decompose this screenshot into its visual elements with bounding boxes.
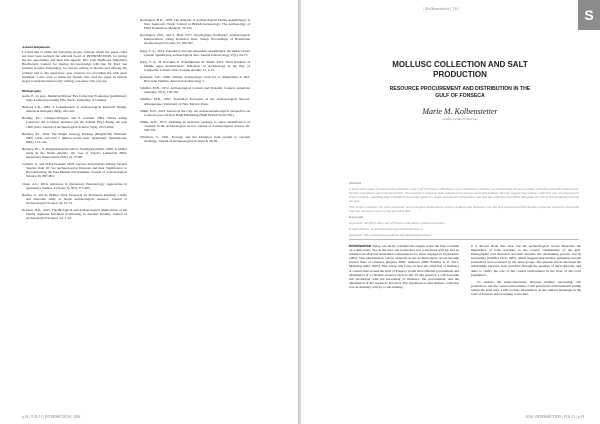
abstract-label: Abstract bbox=[349, 181, 362, 185]
right-page bbox=[301, 0, 600, 424]
title-line-1: MOLLUSC COLLECTION AND SALT bbox=[392, 60, 528, 69]
introduction-heading: Introduction bbox=[349, 244, 372, 248]
reference-entry: Kerrington, H.K., 1978. The Analysis of Archaeological Faunal Assemblages: A New Approach. Work: Critical in British Archaeology. The Archaeology of Field Production, Methods, 79-133. bbox=[140, 18, 250, 31]
body-column-1 bbox=[349, 244, 459, 292]
reference-entry: Smith, D.N., 2013. Defining an indicator package to allow identification of 'cesspits' in the archaeological record. Journal of Archaeological Science 40, 526-543. bbox=[140, 119, 250, 132]
keywords-text: Keywords: Shellfish, salt, Gulf of Fonseca, Honduras, coastal resources. bbox=[349, 221, 445, 225]
running-head: | Kolbenstetter | 16 | bbox=[423, 6, 460, 11]
reference-list-1 bbox=[22, 94, 127, 220]
reference-entry: Schiffer, M.B., 1972. Archaeological Context and Systemic Context, American Antiquity 37(2), 156-165. bbox=[140, 86, 250, 95]
subtitle-line-1: RESOURCE PROCUREMENT AND DISTRIBUTION IN THE bbox=[389, 86, 531, 92]
right-footer: 2016 | INTERSECTION | VOL 11 | p.19 bbox=[525, 415, 584, 419]
reference-entry: King, S. A., 2014. Population and age-dependent assemblages: An undiscovered system: Quantifying archaeological data, Journal Paleoecology 37(1), 64-75. bbox=[140, 48, 250, 57]
reference-entry: Schiffer, M.B., 1987. Formation Processes of the Archaeological Record. Albuquerque: University of New Mexico Press. bbox=[140, 97, 250, 106]
reference-entry: Buckley, P.I., 2016. The Bright Geology Package (BrightCSP) Vestibule: 3000 cairns and half a million levels later. Quaternary International, 84(2), 113-124. bbox=[22, 131, 127, 144]
academic-link: Academic: http://leidenuniv.academia.edu/MarieKolbenstetter bbox=[349, 233, 432, 237]
reference-entry: Catterin, G. and H.K.Lewenski, 2018. Species Associations Among Several Species from Of two Archaeological Deposits and their Significance to Reconstructing the Past Human Environment. Journal of Archaeological Science 26, 887-903. bbox=[22, 162, 127, 179]
left-footer: p.16 | VOL 11 | INTERSECTION | 2016 bbox=[22, 415, 81, 419]
abstract bbox=[349, 181, 579, 239]
keywords-label: Keywords bbox=[349, 215, 364, 219]
reference-entry: Claus, A.S., 2016. Advances in Quaternary Paleontology: Approaches in Quaternary Studies, 4 (Series 5), 8(3), 373-305. bbox=[22, 181, 127, 190]
abstract-paragraph-1: A large-scale study of shell-bearing deposits in the Gulf of Fonseca, Honduras, was conducted to examine the relationship between mollusc collection and salt production in the Pre-Columbian and Colonial periods. The analysis is based on shell samples from several excavated middens. Results suggest that mollusc collection was an integral part of the economy, supplying both subsistence and trade goods to coastal and inland communities, and that the collection intensified alongside the rise of salt production around the gulf. bbox=[349, 187, 579, 203]
reference-entry: Whitelaw, S., 1991. Ecology and the transition from system to colonial exchange. Journal of Archaeological Science 8, 29-36. bbox=[140, 135, 250, 144]
title-block bbox=[349, 60, 571, 121]
reference-entry: Buckley, P.C., P. Panagiotakopulu and O. Sveinbjarnardóttir, 2009. A further study in the North Atlantic, the case of Viyoho Lanbertsin Hills, Quaternary International 201(1-2), 57-68. bbox=[22, 146, 127, 160]
article-subtitle bbox=[349, 86, 571, 99]
article-title bbox=[349, 60, 571, 80]
subtitle-line-2: GULF OF FONSECA bbox=[435, 92, 485, 99]
reference-entry: Koenen, H.K., 2015. The Biological and Archaeological implications of the Family Agheana Invention (California) in Ancient Trading. Journal of Archaeological Science, 21, 1-10. bbox=[22, 208, 127, 221]
bibliography-heading: Bibliography bbox=[22, 88, 42, 93]
intro-column-1-text: Today, one rarely considers the origins of the salt they consume on a daily basis. Yet, in the past, salt production was a laborious activity, and an essential one that had substantial consequences for those engaged in it (Andrews 1983). This phenomenon can be observed in the archaeological record through several lines of evidence (Kepecs 2003; Andrews 2006; Bradley et al. 2011; McKillop 2002, 2005). This article will focus on how the collection of molluscs at coastal sites around the Gulf of Fonseca would have affected procurement and distribution of a valuable resource such as salt. In this research, I will associate salt production with the harvesting of molluscs, the procurement, and the distribution of the resources involved. The hypothesis is that mollusc collection was an auxiliary activity to salt-making. bbox=[349, 244, 459, 289]
reference-entry: Kerrington, H.K., and S. Hall, 1977. Investigating Prehistoric Archaeological Interpretation: Using Technical Data. Sheep. Proceedings of Hawthorne Archaeological Society 25, 380-397. bbox=[140, 33, 250, 46]
author-affiliation: Leiden, Leiden University bbox=[442, 117, 478, 122]
acknowledgements-text: I would like to thank the following people, without whom the paper could not have been realised: the editorial board of INTERSECTION, for giving me the opportunity and their full support; Drs. Tom Hulthorpe (Maxima's Biodiversity Center) for sharing his knowledge with me; Dr Root van Gruisen (Leiden University), for always willing to discuss and criticise my writing; and to my supervisor, peer reviewer for providing me with great feedback. I also want to thank my friends who read the paper in various stages to help me improve my writing; you know who you are. bbox=[22, 50, 127, 83]
abstract-paragraph-2: This article considers the socio-economic and ecological implications of these findings and discusses how the procurement and distribution of marine resources structured regional interaction over a long period of time. bbox=[349, 205, 579, 213]
reference-entry: Kohnson, S.K., 1998. Climate Archaeology: from ice to temperature in mid-Holocene Tumbes, American Archaeology 7. bbox=[140, 75, 250, 84]
intro-column-2b-text: To address the interconnections between mollusc harvesting, salt production, and the coastal environment, I will present the environmental setting within the Gulf area. I will provide information on the cultural landscape in the Gulf of Fonseca before turning to the data. bbox=[471, 279, 581, 297]
reference-list-2 bbox=[140, 18, 250, 143]
reference-entry: Binford, L.R., 1984. A Consideration of Archaeological Research Design, American Antiquity 29(4), 425-441. bbox=[22, 105, 127, 114]
left-column-1 bbox=[22, 45, 127, 223]
section-tab: S bbox=[578, 0, 600, 30]
left-page bbox=[0, 0, 299, 424]
reference-entry: Holbes, V., and K. Brinks, 2014. Prospects for molluscan hatching: a Ruin and Outcome study of North archaeological resource. Journal of Archaeological Science 20, 61-74. bbox=[22, 192, 127, 205]
abstract-divider bbox=[349, 239, 579, 240]
body-column-2 bbox=[471, 244, 581, 299]
left-column-2 bbox=[140, 18, 250, 146]
reference-entry: Bradley, P.C., Campos-Vasquez, and P. Garland, 2004. What's eating Cakacain: the Cochlear molluscs (in the Zollner Bay) during the past 1000 years. Journal of Archaeological Science 31(4), 1053-1062. bbox=[22, 116, 127, 129]
author-name: Marie M. Kolbenstetter bbox=[422, 107, 498, 117]
title-line-2: PRODUCTION bbox=[433, 70, 487, 79]
reference-entry: Smith, D.N., 2012. Insects in the City: An archaeoentomological perspective on London's past. Oxford: BAR Publishing (BAR British Series 561). bbox=[140, 108, 250, 117]
intro-column-2-text: It is known about this area, but the archaeological record illustrates the importance of both activities to the coastal communities of the gulf. Ethnographic and historical accounts describe the salt-making process and its seasonality (Schiffer 1972, 1987), which suggests that mollusc gathering and salt production were practised by the same groups. The present article discusses the relationship between both activities through the analysis of shell deposits, and aims to clarify the role of the coastal environment in the lives of the local population. bbox=[471, 244, 581, 277]
acknowledgements-heading: Acknowledgements bbox=[22, 45, 51, 49]
reference-entry: King, S. A., H. Korsmal, E. Scheimplund, D. Smith, 2013. Shell Isolation of Middle Ages Architectures: Indicators of Archaeology in the Bay of Campeche, Journal of the Sweden Atlantic 21, 1-13. bbox=[140, 59, 250, 72]
reference-entry: Aarts, E., in prep. Medieval Mytour Fire Collection Evaluation (preliminary title). Leiden (upcoming MSc thesis, University of Leiden). bbox=[22, 93, 127, 103]
email-line: E-mail address: m.m.kolbenstetter@umail.leidenuniv.nl bbox=[349, 227, 423, 231]
